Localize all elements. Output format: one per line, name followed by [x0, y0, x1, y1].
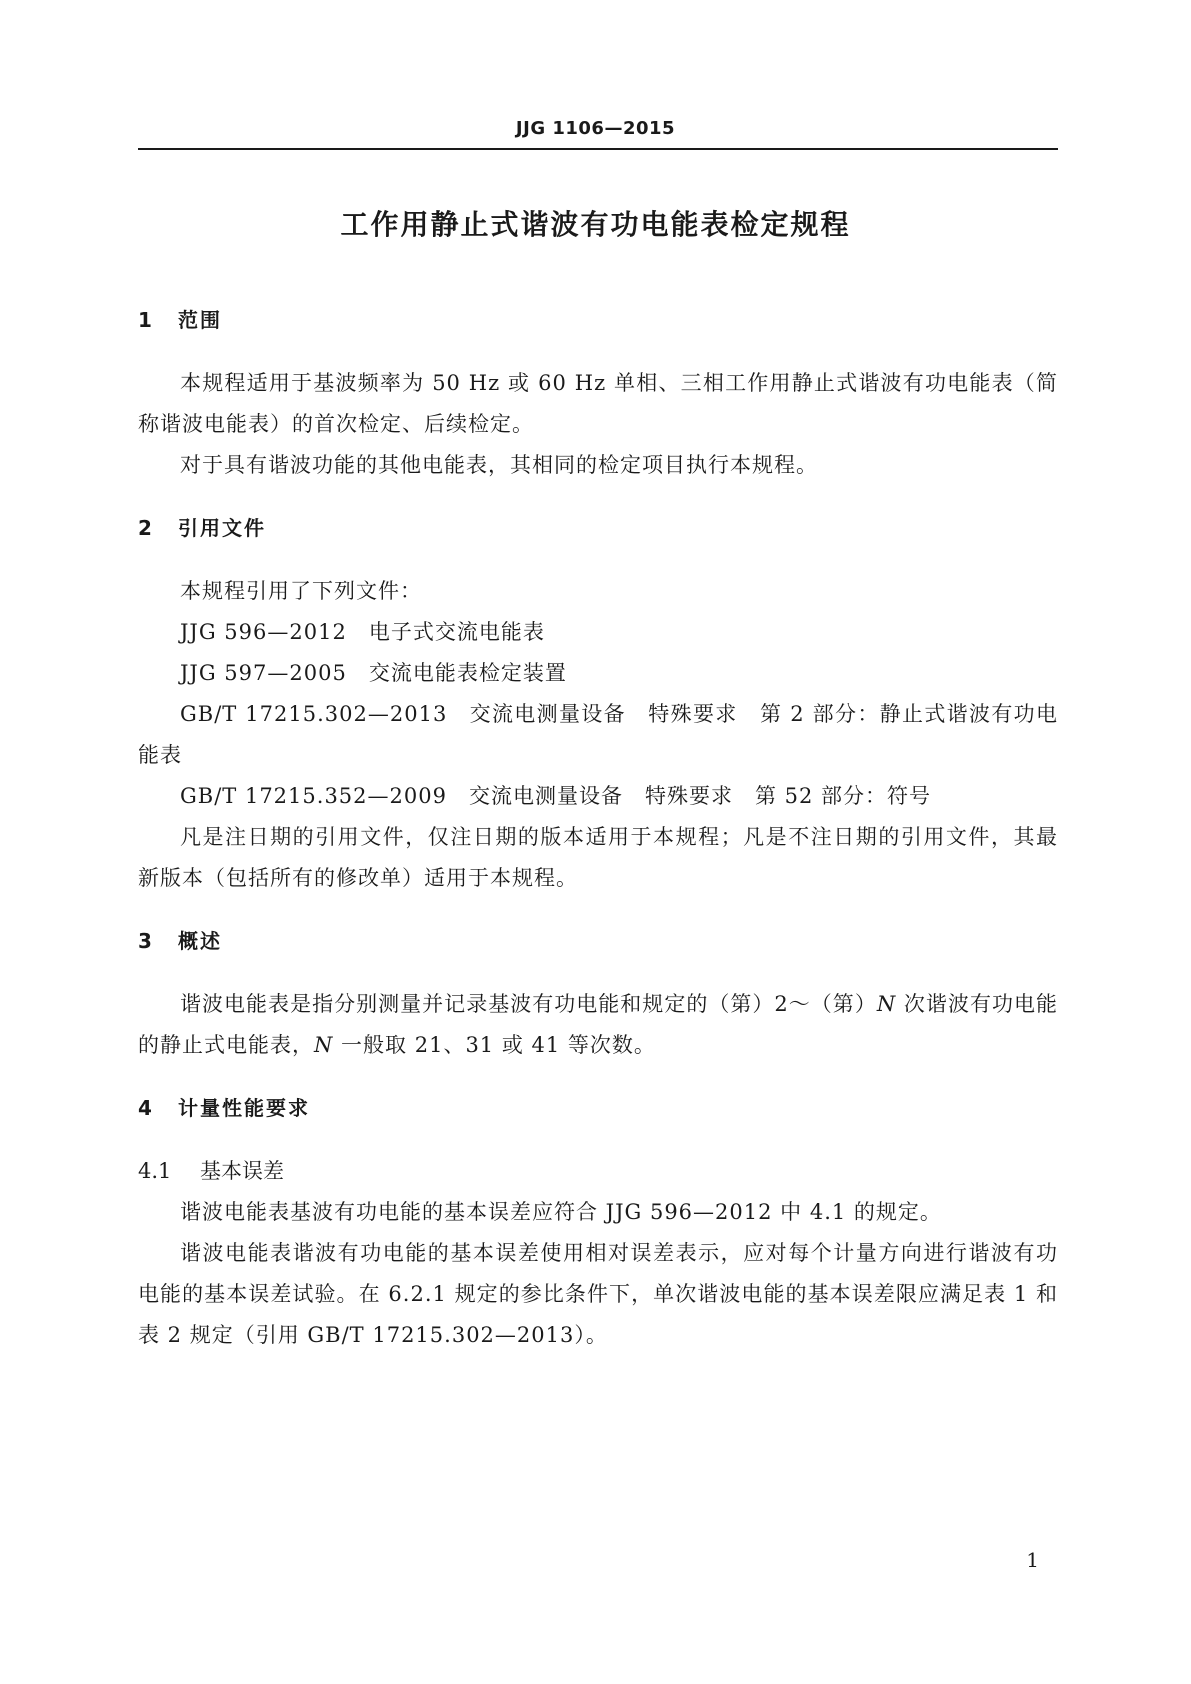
reference-code: JJG 596—2012	[180, 620, 347, 644]
paragraph: 谐波电能表谐波有功电能的基本误差使用相对误差表示，应对每个计量方向进行谐波有功电能的基本误差试验。在 6.2.1 规定的参比条件下，单次谐波电能的基本误差限应满足表 1 和表 2 规定（引用 GB/T 17215.302—2013）。	[138, 1241, 1058, 1347]
subsection-title: 基本误差	[200, 1159, 284, 1183]
reference-item	[138, 653, 1058, 694]
subsection-number: 4.1	[138, 1159, 172, 1183]
paragraph: 对于具有谐波功能的其他电能表，其相同的检定项目执行本规程。	[180, 453, 818, 477]
section-number: 1	[138, 308, 154, 332]
section-title: 概述	[178, 929, 222, 953]
variable-n: N	[314, 1033, 334, 1057]
section-4-heading	[138, 1088, 1058, 1129]
variable-n: N	[876, 992, 897, 1016]
text-run: 一般取 21、31 或 41 等次数。	[333, 1033, 656, 1057]
section-title: 计量性能要求	[178, 1096, 310, 1120]
paragraph: 谐波电能表基波有功电能的基本误差应符合 JJG 596—2012 中 4.1 的规定。	[180, 1200, 942, 1224]
reference-code: GB/T 17215.352—2009	[180, 784, 447, 808]
paragraph: 凡是注日期的引用文件，仅注日期的版本适用于本规程；凡是不注日期的引用文件，其最新版本（包括所有的修改单）适用于本规程。	[138, 825, 1058, 890]
text-run: 谐波电能表是指分别测量并记录基波有功电能和规定的（第）2～（第）	[180, 992, 877, 1016]
reference-item	[138, 776, 1058, 817]
header-rule	[138, 148, 1058, 150]
reference-code: JJG 597—2005	[180, 661, 347, 685]
page-header-code: JJG 1106—2015	[515, 118, 676, 139]
reference-item	[138, 612, 1058, 653]
reference-name: 电子式交流电能表	[368, 620, 545, 644]
page-number: 1	[1026, 1548, 1039, 1572]
section-title: 引用文件	[178, 516, 266, 540]
reference-name: 交流电能表检定装置	[368, 661, 567, 685]
text-run: 次谐波有功电能的静止式电能表，	[138, 992, 1058, 1057]
paragraph	[138, 984, 1058, 1066]
section-3-heading	[138, 921, 1058, 962]
section-number: 2	[138, 516, 154, 540]
section-number: 4	[138, 1096, 154, 1120]
document-body	[138, 300, 1058, 1356]
paragraph: 本规程引用了下列文件：	[180, 579, 422, 603]
section-number: 3	[138, 929, 154, 953]
section-2-heading	[138, 508, 1058, 549]
paragraph: 本规程适用于基波频率为 50 Hz 或 60 Hz 单相、三相工作用静止式谐波有功电能表（简称谐波电能表）的首次检定、后续检定。	[138, 371, 1058, 436]
document-title: 工作用静止式谐波有功电能表检定规程	[340, 208, 851, 241]
reference-item	[138, 694, 1058, 776]
section-1-heading	[138, 300, 1058, 341]
subsection-4-1-heading	[138, 1151, 1058, 1192]
reference-code: GB/T 17215.302—2013	[180, 702, 448, 726]
section-title: 范围	[178, 308, 222, 332]
reference-name: 交流电测量设备 特殊要求 第 52 部分：符号	[468, 784, 932, 808]
reference-name: 交流电测量设备 特殊要求 第 2 部分：静止式谐波有功电能表	[138, 702, 1058, 767]
